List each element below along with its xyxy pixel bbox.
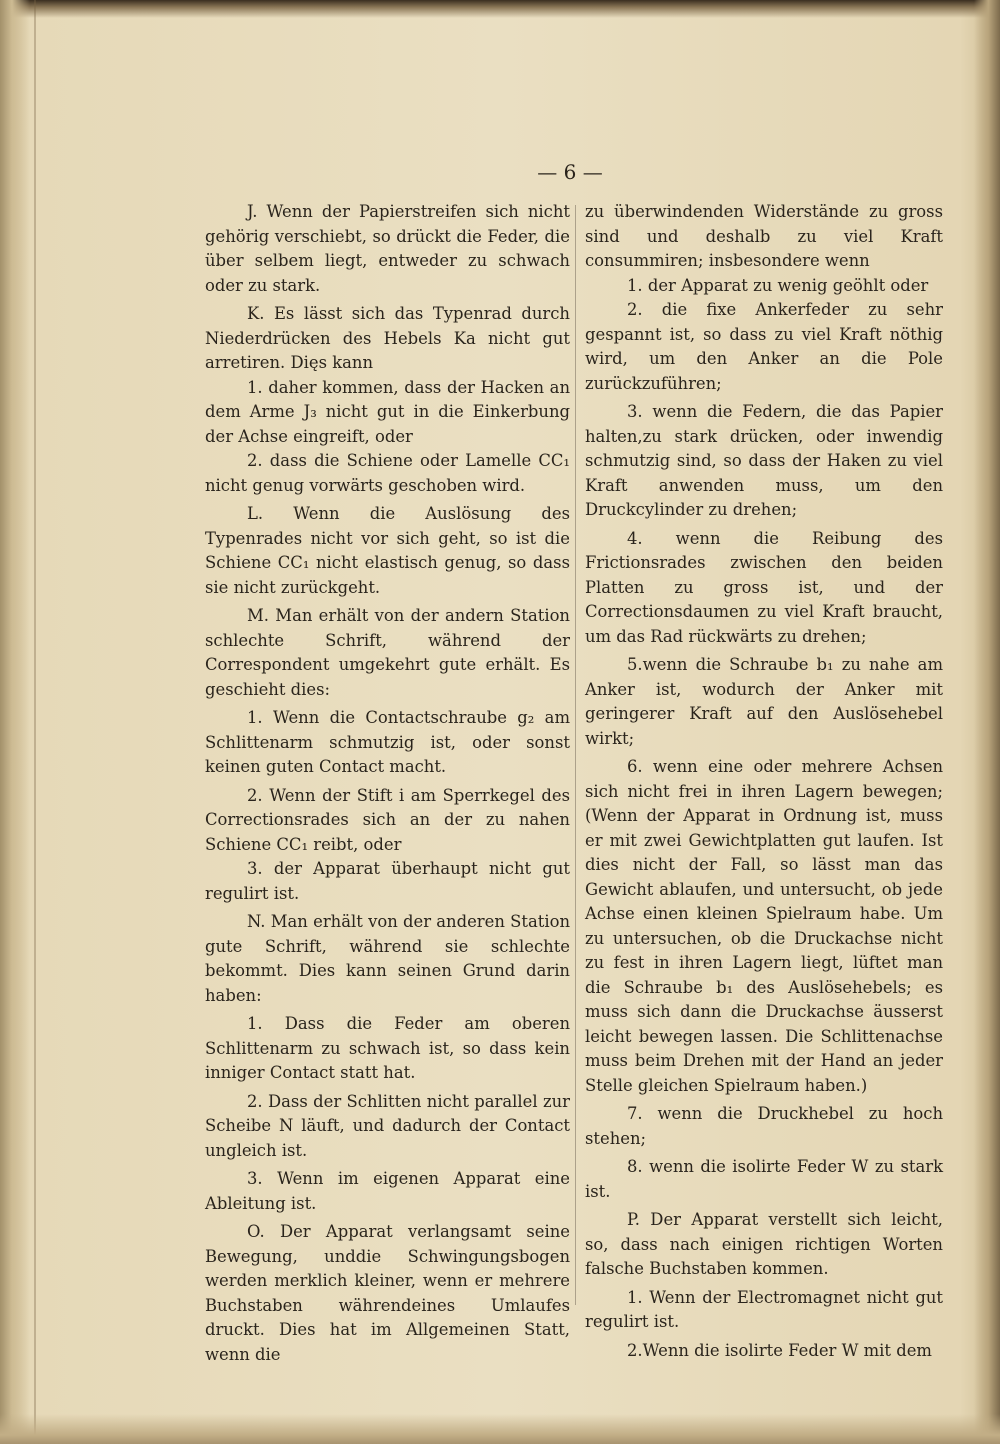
paragraph: 1. daher kommen, dass der Hacken an dem Arme J₃ nicht gut in die Einkerbung der Achse eingreift, oder [205, 377, 570, 446]
paragraph: 2.Wenn die isolirte Feder W mit dem [627, 1340, 932, 1360]
paragraph: N. Man erhält von der anderen Station gute Schrift, während sie schlechte bekommt. Dies kann seinen Grund darin haben: [205, 912, 570, 1005]
paragraph: 2. dass die Schiene oder Lamelle CC₁ nicht genug vorwärts geschoben wird. [205, 451, 570, 495]
paragraph: 3. der Apparat überhaupt nicht gut regulirt ist. [205, 859, 570, 903]
binding-line [34, 0, 36, 1444]
paragraph: 8. wenn die isolirte Feder W zu stark ist. [585, 1157, 943, 1201]
paragraph: M. Man erhält von der andern Station schlechte Schrift, während der Correspondent umgekehrt gute erhält. Es geschieht dies: [205, 606, 570, 699]
left-column [205, 200, 570, 1367]
paragraph: 7. wenn die Druckhebel zu hoch stehen; [585, 1104, 943, 1148]
page-right-edge [974, 0, 1000, 1444]
page-top-edge [0, 0, 1000, 18]
paragraph: 1. Wenn die Contactschraube g₂ am Schlittenarm schmutzig ist, oder sonst keinen guten Contact macht. [205, 708, 570, 776]
right-column [585, 200, 943, 1363]
paragraph: 3. wenn die Federn, die das Papier halten,zu stark drücken, oder inwendig schmutzig sind, so dass der Haken zu viel Kraft anwenden muss, um den Druckcylinder zu drehen; [585, 402, 943, 519]
paragraph: 6. wenn eine oder mehrere Achsen sich nicht frei in ihren Lagern bewegen; (Wenn der Apparat in Ordnung ist, muss er mit zwei Gewichtplatten gut laufen. Ist dies nicht der Fall, so lässt man das Gewicht ablaufen, und untersucht, ob jede Achse einen kleinen Spielraum habe. Um zu untersuchen, ob die Druckachse nicht zu fest in ihren Lagern liegt, lüftet man die Schraube b₁ des Auslösehebels; es muss sich dann die Druckachse äusserst leicht bewegen lassen. Die Schlittenachse muss beim Drehen mit der Hand an jeder Stelle gleichen Spielraum haben.) [585, 757, 943, 1095]
paragraph: zu überwindenden Widerstände zu gross sind und deshalb zu viel Kraft consummiren; insbesondere wenn [585, 202, 943, 270]
paragraph: 5.wenn die Schraube b₁ zu nahe am Anker ist, wodurch der Anker mit geringerer Kraft auf den Auslösehebel wirkt; [585, 655, 943, 748]
paragraph: L. Wenn die Auslösung des Typenrades nicht vor sich geht, so ist die Schiene CC₁ nicht elastisch genug, so dass sie nicht zurückgeht. [205, 504, 570, 597]
paragraph: 3. Wenn im eigenen Apparat eine Ableitung ist. [205, 1169, 570, 1213]
paragraph: K. Es lässt sich das Typenrad durch Niederdrücken des Hebels Ka nicht gut arretiren. Dięs kann [205, 304, 570, 372]
page-left-edge [0, 0, 30, 1444]
paragraph: J. Wenn der Papierstreifen sich nicht gehörig verschiebt, so drückt die Feder, die über selbem liegt, entweder zu schwach oder zu stark. [205, 202, 570, 295]
paragraph: P. Der Apparat verstellt sich leicht, so, dass nach einigen richtigen Worten falsche Buchstaben kommen. [585, 1210, 943, 1278]
paragraph: O. Der Apparat verlangsamt seine Bewegung, unddie Schwingungsbogen werden merklich kleiner, wenn er mehrere Buchstaben währendeines Umlaufes druckt. Dies hat im Allgemeinen Statt, wenn die [205, 1222, 570, 1364]
paragraph: 2. Wenn der Stift i am Sperrkegel des Correctionsrades sich an der zu nahen Schiene CC₁ reibt, oder [205, 785, 570, 854]
paragraph: 4. wenn die Reibung des Frictionsrades zwischen den beiden Platten zu gross ist, und der Correctionsdaumen zu viel Kraft braucht, um das Rad rückwärts zu drehen; [585, 528, 943, 646]
column-divider [575, 205, 576, 1305]
page-number: — 6 — [537, 160, 603, 184]
paragraph: 1. Wenn der Electromagnet nicht gut regulirt ist. [585, 1287, 943, 1331]
paragraph: 2. die fixe Ankerfeder zu sehr gespannt ist, so dass zu viel Kraft nöthig wird, um den Anker an die Pole zurückzuführen; [585, 300, 943, 393]
paragraph: 1. Dass die Feder am oberen Schlittenarm zu schwach ist, so dass kein inniger Contact statt hat. [205, 1014, 570, 1082]
paragraph: 2. Dass der Schlitten nicht parallel zur Scheibe N läuft, und dadurch der Contact ungleich ist. [205, 1091, 570, 1160]
page-bottom-edge [0, 1414, 1000, 1444]
paragraph: 1. der Apparat zu wenig geöhlt oder [627, 275, 929, 295]
